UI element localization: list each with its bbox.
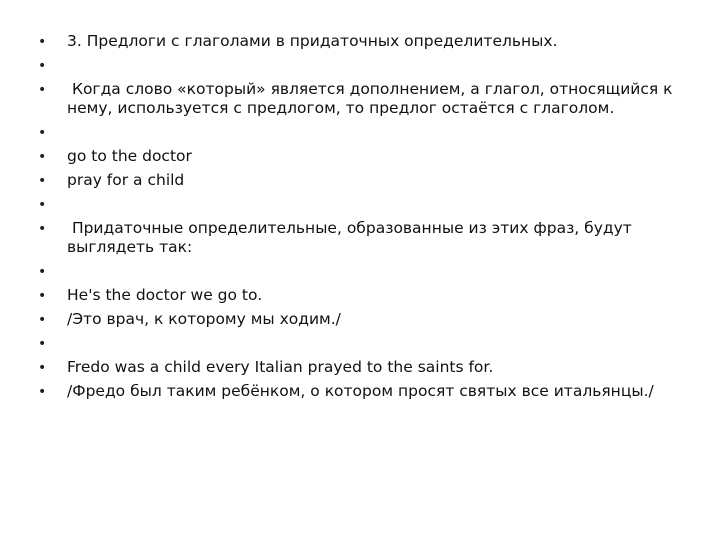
bullet-text: /Это врач, к которому мы ходим./ xyxy=(67,310,341,328)
bullet-text: go to the doctor xyxy=(67,147,192,165)
bullet-icon: • xyxy=(38,58,47,74)
bullet-icon: • xyxy=(38,336,47,352)
bullet-icon: • xyxy=(38,173,47,189)
bullet-text: Когда слово «который» является дополнением, а глагол, относящийся к нему, используется с предлогом, то предлог остаётся с глаголом. xyxy=(67,80,678,117)
bullet-icon: • xyxy=(38,221,47,237)
bullet-icon: • xyxy=(38,125,47,141)
bullet-text: /Фредо был таким ребёнком, о котором просят святых все итальянцы./ xyxy=(67,382,654,400)
bullet-icon: • xyxy=(38,288,47,304)
bullet-text: Придаточные определительные, образованные из этих фраз, будут выглядеть так: xyxy=(67,219,637,256)
bullet-text: pray for a child xyxy=(67,171,185,189)
bullet-icon: • xyxy=(38,264,47,280)
bullet-icon: • xyxy=(38,82,47,98)
bullet-icon: • xyxy=(38,360,47,376)
bullet-icon: • xyxy=(38,312,47,328)
bullet-icon: • xyxy=(38,149,47,165)
bullet-icon: • xyxy=(38,34,47,50)
bullet-icon: • xyxy=(38,384,47,400)
bullet-icon: • xyxy=(38,197,47,213)
bullet-text: Fredo was a child every Italian prayed to the saints for. xyxy=(67,358,494,376)
bullet-text: He's the doctor we go to. xyxy=(67,286,263,304)
slide-heading: 3. Предлоги с глаголами в придаточных определительных. xyxy=(67,32,558,50)
